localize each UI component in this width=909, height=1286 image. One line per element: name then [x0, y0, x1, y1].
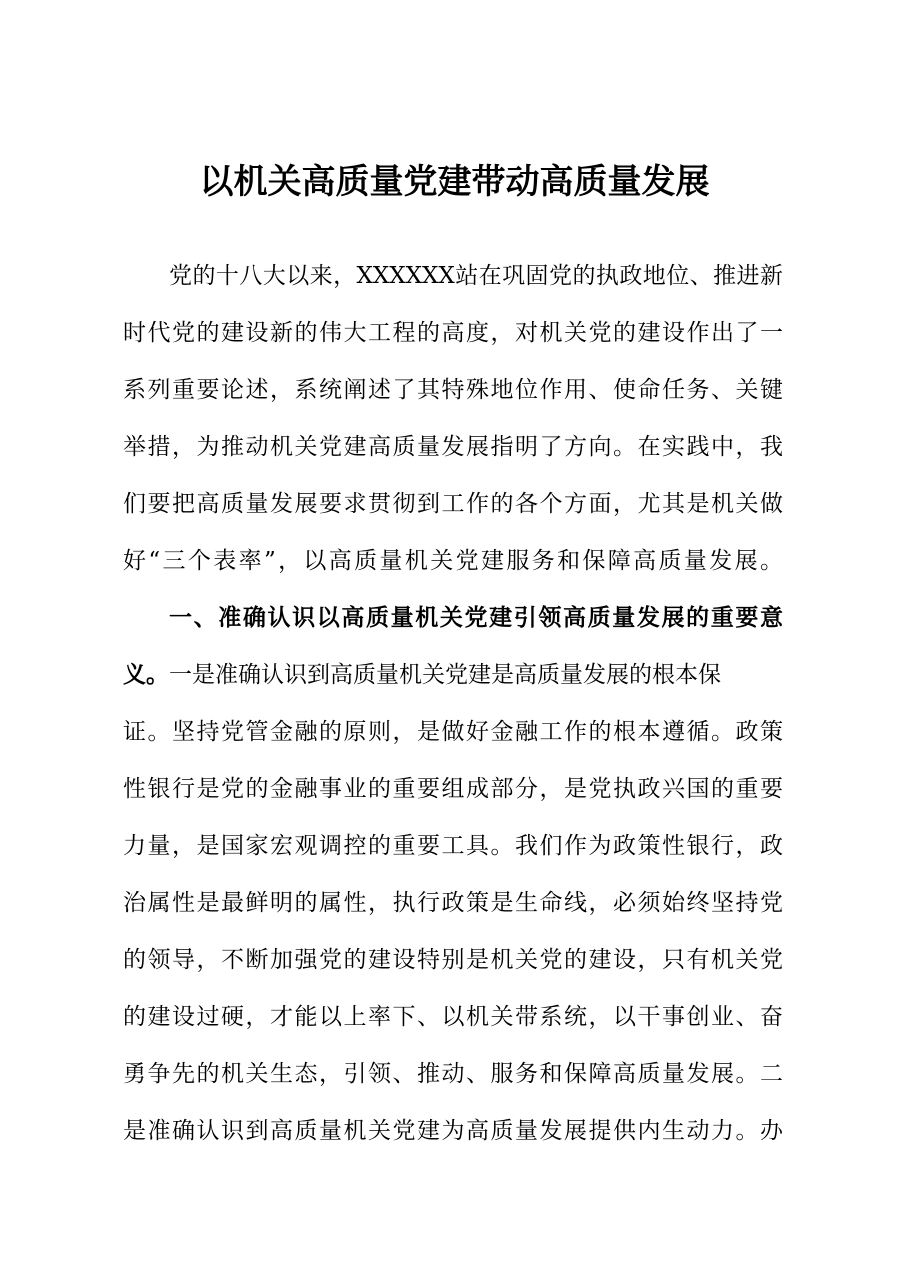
paragraph-line: 的领导，不断加强党的建设特别是机关党的建设，只有机关党 [123, 947, 783, 973]
paragraph-line: 系列重要论述，系统阐述了其特殊地位作用、使命任务、关键 [123, 377, 783, 403]
paragraph-line: 勇争先的机关生态，引领、推动、服务和保障高质量发展。二 [123, 1061, 783, 1087]
paragraph-line: 证。坚持党管金融的原则，是做好金融工作的根本遵循。政策 [123, 719, 783, 745]
paragraph-line: 性银行是党的金融事业的重要组成部分，是党执政兴国的重要 [123, 776, 783, 802]
paragraph-line: 党的十八大以来，XXXXXX站在巩固党的执政地位、推进新 [169, 263, 783, 289]
paragraph-line: 时代党的建设新的伟大工程的高度，对机关党的建设作出了一 [123, 320, 783, 346]
paragraph-line [123, 647, 783, 704]
paragraph-line: 好“三个表率”，以高质量机关党建服务和保障高质量发展。 [123, 548, 783, 574]
paragraph-line: 是准确认识到高质量机关党建为高质量发展提供内生动力。办 [123, 1118, 783, 1144]
paragraph-line: 力量，是国家宏观调控的重要工具。我们作为政策性银行，政 [123, 833, 783, 859]
paragraph-line: 的建设过硬，才能以上率下、以机关带系统，以干事创业、奋 [123, 1004, 783, 1030]
paragraph-line-text: 一是准确认识到高质量机关党建是高质量发展的根本保 [169, 662, 721, 688]
paragraph-line: 治属性是最鲜明的属性，执行政策是生命线，必须始终坚持党 [123, 890, 783, 916]
section-heading-end: 义。 [123, 662, 169, 688]
paragraph-line: 举措，为推动机关党建高质量发展指明了方向。在实践中，我 [123, 434, 783, 460]
document-title: 以机关高质量党建带动高质量发展 [199, 162, 710, 202]
document-body [123, 248, 783, 1160]
section-heading-line: 一、准确认识以高质量机关党建引领高质量发展的重要意 [169, 605, 783, 631]
paragraph-line: 们要把高质量发展要求贯彻到工作的各个方面，尤其是机关做 [123, 491, 783, 517]
